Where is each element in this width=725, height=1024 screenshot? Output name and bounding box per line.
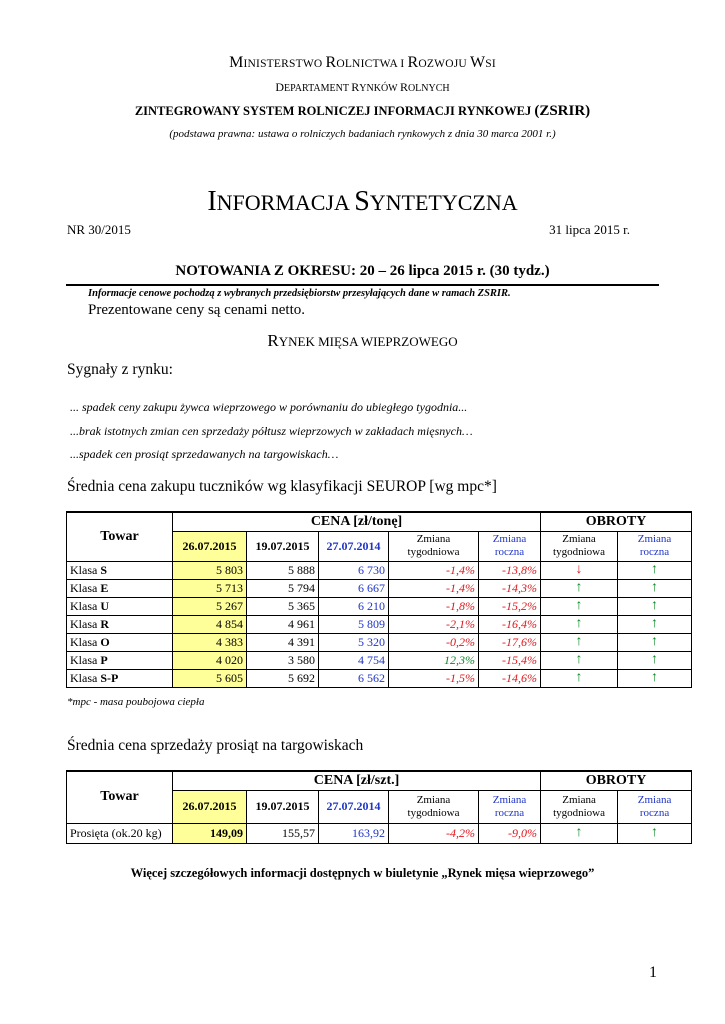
change-year: -9,0% <box>479 823 541 843</box>
table2-title: Średnia cena sprzedaży prosiąt na targowiskach <box>67 737 364 754</box>
value-year: 163,92 <box>319 823 389 843</box>
table-row <box>67 615 692 633</box>
document-number: NR 30/2015 <box>67 222 131 237</box>
value-current: 149,09 <box>173 823 247 843</box>
change-year: -16,4% <box>479 615 541 633</box>
signal-item: ... spadek ceny zakupu żywca wieprzowego w porównaniu do ubiegłego tygodnia... <box>70 400 468 414</box>
change-week: -4,2% <box>389 823 479 843</box>
col-change-week: Zmiana tygodniowa <box>389 531 479 561</box>
col-change-year: Zmiana roczna <box>479 531 541 561</box>
arrow-up-icon: ↑ <box>618 823 692 843</box>
row-label: Klasa S-P <box>67 669 173 687</box>
value-current: 5 803 <box>173 561 247 579</box>
value-prev: 5 365 <box>247 597 319 615</box>
col-obroty: OBROTY <box>541 512 692 531</box>
row-label: Klasa E <box>67 579 173 597</box>
change-week: 12,3% <box>389 651 479 669</box>
col-date-current: 26.07.2015 <box>173 790 247 823</box>
legal-basis: (podstawa prawna: ustawa o rolniczych badaniach rynkowych z dnia 30 marca 2001 r.) <box>169 128 556 140</box>
col-towar: Towar <box>67 771 173 823</box>
value-current: 5 267 <box>173 597 247 615</box>
table-row <box>67 669 692 687</box>
row-label: Klasa U <box>67 597 173 615</box>
arrow-up-icon: ↑ <box>618 579 692 597</box>
value-year: 6 667 <box>319 579 389 597</box>
table-row <box>67 579 692 597</box>
arrow-up-icon: ↑ <box>618 669 692 687</box>
document-title: INFORMACJA SYNTETYCZNA <box>207 186 518 217</box>
pig-purchase-price-table <box>66 511 692 688</box>
value-prev: 5 794 <box>247 579 319 597</box>
table-row <box>67 823 692 843</box>
value-year: 6 562 <box>319 669 389 687</box>
page-number: 1 <box>649 964 657 981</box>
row-label: Klasa P <box>67 651 173 669</box>
period-heading: NOTOWANIA Z OKRESU: 20 – 26 lipca 2015 r. (30 tydz.) <box>175 263 550 279</box>
col-date-current: 26.07.2015 <box>173 531 247 561</box>
col-date-prev: 19.07.2015 <box>247 790 319 823</box>
market-heading: RYNEK MIĘSA WIEPRZOWEGO <box>267 331 458 350</box>
arrow-up-icon: ↑ <box>541 633 618 651</box>
col-towar: Towar <box>67 512 173 561</box>
arrow-up-icon: ↑ <box>541 823 618 843</box>
system-name: ZINTEGROWANY SYSTEM ROLNICZEJ INFORMACJI RYNKOWEJ (ZSRIR) <box>134 103 591 119</box>
table-row <box>67 561 692 579</box>
change-week: -1,4% <box>389 561 479 579</box>
arrow-up-icon: ↑ <box>618 597 692 615</box>
change-week: -1,5% <box>389 669 479 687</box>
change-year: -15,4% <box>479 651 541 669</box>
table1-title: Średnia cena zakupu tuczników wg klasyfikacji SEUROP [wg mpc*] <box>67 478 497 495</box>
arrow-up-icon: ↑ <box>541 669 618 687</box>
change-year: -14,6% <box>479 669 541 687</box>
value-current: 5 605 <box>173 669 247 687</box>
arrow-up-icon: ↑ <box>541 579 618 597</box>
col-change-year: Zmiana roczna <box>479 790 541 823</box>
col-cena: CENA [zł/tonę] <box>173 512 541 531</box>
value-year: 4 754 <box>319 651 389 669</box>
col-obroty-year: Zmiana roczna <box>618 790 692 823</box>
value-current: 4 383 <box>173 633 247 651</box>
row-label: Klasa O <box>67 633 173 651</box>
value-current: 4 854 <box>173 615 247 633</box>
period-divider <box>66 284 659 286</box>
table-row <box>67 633 692 651</box>
table1-footnote: *mpc - masa poubojowa ciepła <box>67 696 205 708</box>
col-obroty-year: Zmiana roczna <box>618 531 692 561</box>
col-change-week: Zmiana tygodniowa <box>389 790 479 823</box>
change-week: -1,8% <box>389 597 479 615</box>
arrow-up-icon: ↑ <box>618 561 692 579</box>
col-date-year: 27.07.2014 <box>319 531 389 561</box>
value-prev: 5 692 <box>247 669 319 687</box>
value-year: 5 809 <box>319 615 389 633</box>
footer-note: Więcej szczegółowych informacji dostępnych w biuletynie „Rynek mięsa wieprzowego” <box>130 866 595 880</box>
arrow-up-icon: ↑ <box>541 615 618 633</box>
change-year: -17,6% <box>479 633 541 651</box>
value-prev: 155,57 <box>247 823 319 843</box>
arrow-up-icon: ↑ <box>541 651 618 669</box>
arrow-up-icon: ↑ <box>618 633 692 651</box>
change-week: -1,4% <box>389 579 479 597</box>
arrow-up-icon: ↑ <box>618 651 692 669</box>
col-obroty-week: Zmiana tygodniowa <box>541 531 618 561</box>
col-date-prev: 19.07.2015 <box>247 531 319 561</box>
change-year: -15,2% <box>479 597 541 615</box>
value-prev: 4 961 <box>247 615 319 633</box>
document-date: 31 lipca 2015 r. <box>549 222 630 237</box>
value-year: 5 320 <box>319 633 389 651</box>
signal-item: ...brak istotnych zmian cen sprzedaży półtusz wieprzowych w zakładach mięsnych… <box>70 424 473 438</box>
col-date-year: 27.07.2014 <box>319 790 389 823</box>
col-obroty: OBROTY <box>541 771 692 790</box>
value-prev: 5 888 <box>247 561 319 579</box>
change-week: -0,2% <box>389 633 479 651</box>
row-label: Klasa S <box>67 561 173 579</box>
arrow-up-icon: ↑ <box>618 615 692 633</box>
value-prev: 3 580 <box>247 651 319 669</box>
col-cena: CENA [zł/szt.] <box>173 771 541 790</box>
value-current: 5 713 <box>173 579 247 597</box>
arrow-up-icon: ↑ <box>541 597 618 615</box>
row-label: Prosięta (ok.20 kg) <box>67 823 173 843</box>
info-line: Informacje cenowe pochodzą z wybranych przedsiębiorstw przesyłających dane w ramach ZSRIR. <box>88 288 511 299</box>
value-year: 6 730 <box>319 561 389 579</box>
ministry-name: MINISTERSTWO ROLNICTWA I ROZWOJU WSI <box>229 54 496 71</box>
signal-item: ...spadek cen prosiąt sprzedawanych na targowiskach… <box>70 447 339 461</box>
table-row <box>67 597 692 615</box>
piglet-price-table <box>66 770 692 844</box>
department-name: DEPARTAMENT RYNKÓW ROLNYCH <box>275 80 450 94</box>
value-current: 4 020 <box>173 651 247 669</box>
change-week: -2,1% <box>389 615 479 633</box>
signals-title: Sygnały z rynku: <box>67 361 173 378</box>
arrow-down-icon: ↓ <box>541 561 618 579</box>
table-row <box>67 651 692 669</box>
change-year: -14,3% <box>479 579 541 597</box>
value-prev: 4 391 <box>247 633 319 651</box>
value-year: 6 210 <box>319 597 389 615</box>
netto-line: Prezentowane ceny są cenami netto. <box>88 302 305 318</box>
change-year: -13,8% <box>479 561 541 579</box>
row-label: Klasa R <box>67 615 173 633</box>
col-obroty-week: Zmiana tygodniowa <box>541 790 618 823</box>
